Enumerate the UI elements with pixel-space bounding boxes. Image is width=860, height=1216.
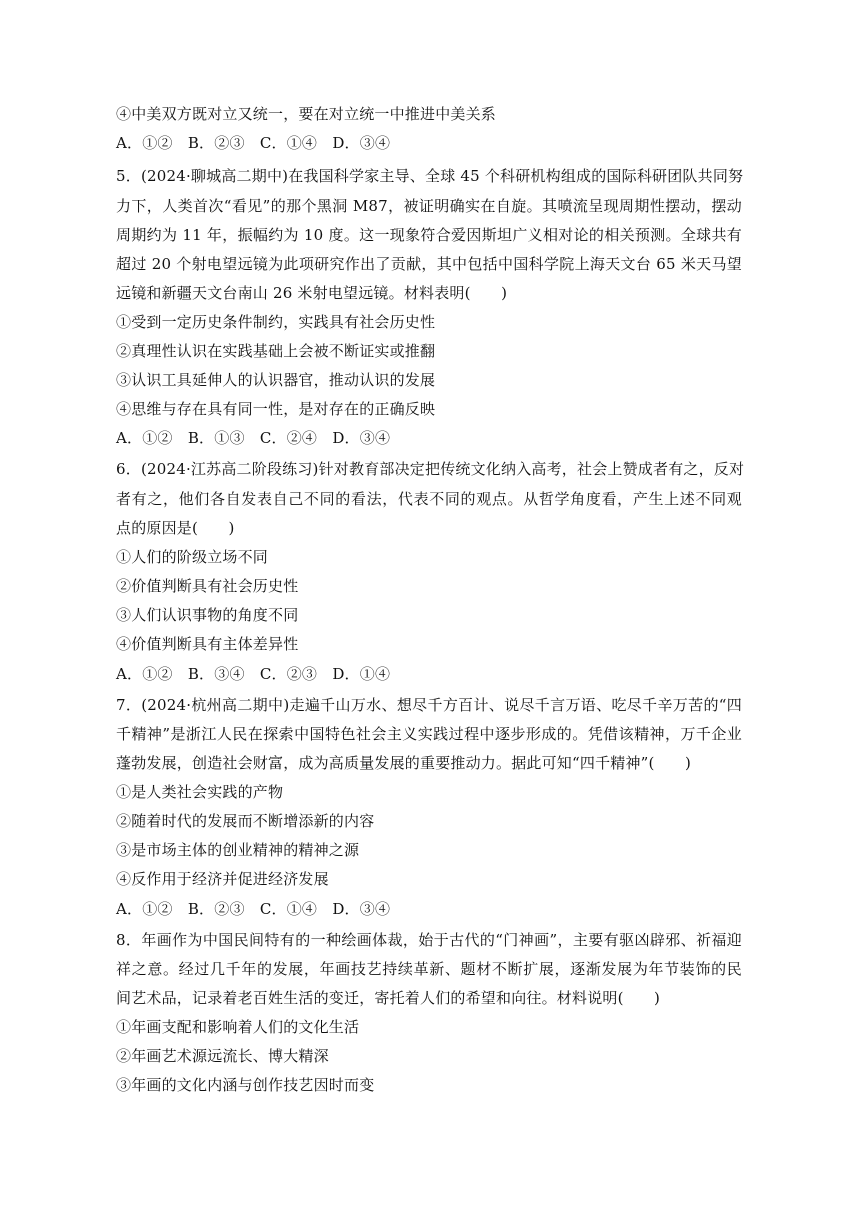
q8-option-3: ③年画的文化内涵与创作技艺因时而变 bbox=[116, 1076, 375, 1094]
q6-option-1: ①人们的阶级立场不同 bbox=[116, 548, 269, 566]
q5-stem-line-2: 力下，人类首次“看见”的那个黑洞 M87，被证明确实在自旋。其喷流呈现周期性摆动，摆动 bbox=[116, 197, 742, 215]
q5-stem-line-3: 周期约为 11 年，振幅约为 10 度。这一现象符合爱因斯坦广义相对论的相关预测。全球共有 bbox=[116, 226, 742, 244]
q6-option-2: ②价值判断具有社会历史性 bbox=[116, 577, 299, 595]
q5-answer-choices: A．①② B．①③ C．②④ D．③④ bbox=[116, 429, 391, 447]
q7-stem-line-3: 蓬勃发展，创造社会财富，成为高质量发展的重要推动力。据此可知“四千精神”( ) bbox=[116, 754, 692, 772]
q8-stem-line-1: 8．年画作为中国民间特有的一种绘画体裁，始于古代的“门神画”，主要有驱凶辟邪、祈福迎 bbox=[116, 931, 742, 949]
q6-stem-line-2: 者有之，他们各自发表自己不同的看法，代表不同的观点。从哲学角度看，产生上述不同观 bbox=[116, 490, 742, 508]
q5-option-1: ①受到一定历史条件制约，实践具有社会历史性 bbox=[116, 313, 436, 331]
q7-stem-line-2: 千精神”是浙江人民在探索中国特色社会主义实践过程中逐步形成的。凭借该精神，万千企业 bbox=[116, 725, 742, 743]
q7-option-3: ③是市场主体的创业精神的精神之源 bbox=[116, 841, 360, 859]
q7-option-1: ①是人类社会实践的产物 bbox=[116, 783, 284, 801]
q7-answer-choices: A．①② B．②③ C．①④ D．③④ bbox=[116, 900, 391, 918]
q6-stem-line-1: 6．(2024·江苏高二阶段练习)针对教育部决定把传统文化纳入高考，社会上赞成者有之，反对 bbox=[116, 460, 745, 478]
q4-answer-choices: A．①② B．②③ C．①④ D．③④ bbox=[116, 134, 391, 152]
q6-option-3: ③人们认识事物的角度不同 bbox=[116, 606, 299, 624]
q4-option-4: ④中美双方既对立又统一，要在对立统一中推进中美关系 bbox=[116, 105, 497, 123]
q6-answer-choices: A．①② B．③④ C．②③ D．①④ bbox=[116, 665, 391, 683]
q8-stem-line-2: 祥之意。经过几千年的发展，年画技艺持续革新、题材不断扩展，逐渐发展为年节装饰的民 bbox=[116, 960, 742, 978]
q8-stem-line-3: 间艺术品，记录着老百姓生活的变迁，寄托着人们的希望和向往。材料说明( ) bbox=[116, 989, 661, 1007]
q5-stem-line-4: 超过 20 个射电望远镜为此项研究作出了贡献，其中包括中国科学院上海天文台 65 米天马望 bbox=[116, 255, 742, 273]
q5-option-3: ③认识工具延伸人的认识器官，推动认识的发展 bbox=[116, 371, 436, 389]
q7-option-2: ②随着时代的发展而不断增添新的内容 bbox=[116, 812, 375, 830]
q5-stem-line-5: 远镜和新疆天文台南山 26 米射电望远镜。材料表明( ) bbox=[116, 284, 508, 302]
q7-stem-line-1: 7．(2024·杭州高二期中)走遍千山万水、想尽千方百计、说尽千言万语、吃尽千辛万苦的“四 bbox=[116, 696, 742, 714]
q7-option-4: ④反作用于经济并促进经济发展 bbox=[116, 870, 329, 888]
q6-option-4: ④价值判断具有主体差异性 bbox=[116, 635, 299, 653]
q5-stem-line-1: 5．(2024·聊城高二期中)在我国科学家主导、全球 45 个科研机构组成的国际科研团队共同努 bbox=[116, 167, 744, 185]
q8-option-2: ②年画艺术源远流长、博大精深 bbox=[116, 1047, 329, 1065]
q5-option-4: ④思维与存在具有同一性，是对存在的正确反映 bbox=[116, 400, 436, 418]
q6-stem-line-3: 点的原因是( ) bbox=[116, 519, 235, 537]
q5-option-2: ②真理性认识在实践基础上会被不断证实或推翻 bbox=[116, 342, 436, 360]
q8-option-1: ①年画支配和影响着人们的文化生活 bbox=[116, 1018, 360, 1036]
